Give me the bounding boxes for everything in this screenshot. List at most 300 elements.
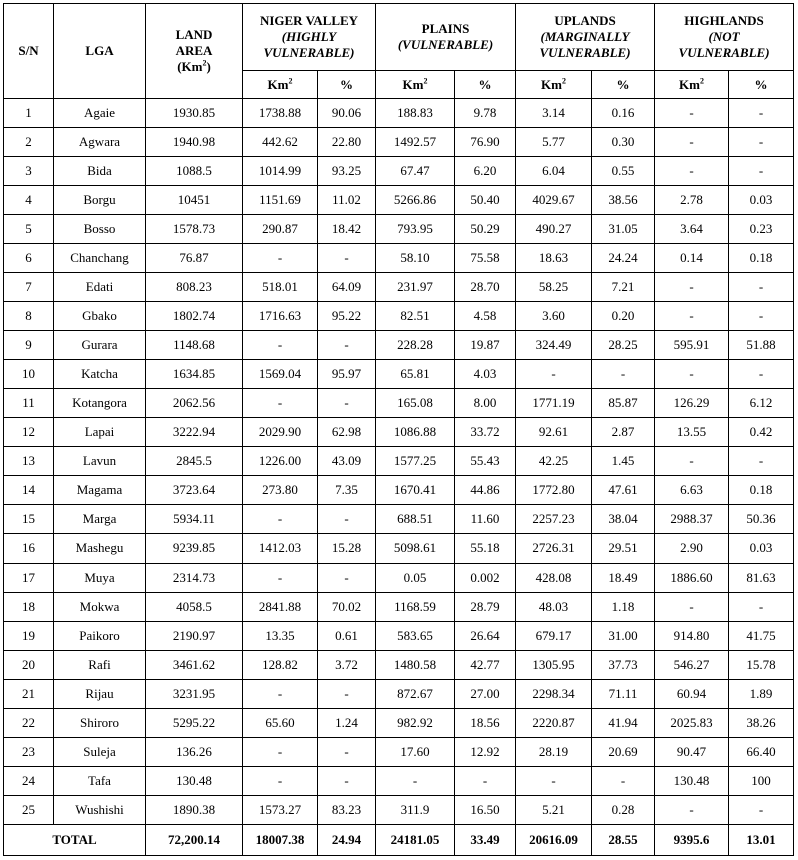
- table-cell: 28.79: [455, 592, 516, 621]
- header-group-plains: [376, 4, 516, 71]
- group-subtitle: (NOT: [708, 29, 740, 44]
- table-cell: -: [729, 302, 794, 331]
- row-lga: Rijau: [54, 679, 146, 708]
- table-cell: 130.48: [655, 766, 729, 795]
- table-cell: 12.92: [455, 737, 516, 766]
- table-cell: 9239.85: [146, 534, 243, 563]
- total-cell: 18007.38: [243, 824, 318, 855]
- table-cell: 100: [729, 766, 794, 795]
- table-row: [4, 592, 794, 621]
- table-cell: 3222.94: [146, 418, 243, 447]
- table-cell: 228.28: [376, 331, 455, 360]
- table-row: [4, 650, 794, 679]
- table-cell: 583.65: [376, 621, 455, 650]
- table-cell: 7.21: [592, 273, 655, 302]
- table-cell: 75.58: [455, 244, 516, 273]
- group-subtitle: VULNERABLE): [539, 45, 631, 60]
- table-cell: 5295.22: [146, 708, 243, 737]
- group-subtitle: (HIGHLY: [281, 29, 337, 44]
- table-cell: -: [243, 766, 318, 795]
- table-cell: -: [655, 302, 729, 331]
- header-land-area-line2: AREA: [175, 43, 213, 58]
- table-cell: 6.20: [455, 157, 516, 186]
- row-lga: Shiroro: [54, 708, 146, 737]
- table-cell: 2988.37: [655, 505, 729, 534]
- table-cell: -: [516, 360, 592, 389]
- table-cell: 3723.64: [146, 476, 243, 505]
- table-cell: 9.78: [455, 99, 516, 128]
- table-cell: 37.73: [592, 650, 655, 679]
- table-cell: 3.14: [516, 99, 592, 128]
- table-cell: 2.90: [655, 534, 729, 563]
- table-cell: -: [243, 244, 318, 273]
- table-cell: 31.00: [592, 621, 655, 650]
- table-cell: 81.63: [729, 563, 794, 592]
- table-cell: 90.47: [655, 737, 729, 766]
- header-percent: %: [455, 71, 516, 99]
- table-cell: 0.30: [592, 128, 655, 157]
- row-lga: Tafa: [54, 766, 146, 795]
- table-cell: 1.24: [318, 708, 376, 737]
- group-title: HIGHLANDS: [684, 13, 764, 28]
- table-cell: 136.26: [146, 737, 243, 766]
- table-cell: 50.29: [455, 215, 516, 244]
- table-cell: 20.69: [592, 737, 655, 766]
- row-sn: 7: [4, 273, 54, 302]
- table-cell: 92.61: [516, 418, 592, 447]
- table-row: [4, 302, 794, 331]
- table-cell: 0.18: [729, 476, 794, 505]
- header-group-niger-valley: [243, 4, 376, 71]
- header-km2: [376, 71, 455, 99]
- row-lga: Mashegu: [54, 534, 146, 563]
- row-lga: Muya: [54, 563, 146, 592]
- table-cell: 1.45: [592, 447, 655, 476]
- table-cell: 1148.68: [146, 331, 243, 360]
- table-cell: 2298.34: [516, 679, 592, 708]
- table-cell: 28.19: [516, 737, 592, 766]
- table-cell: 1305.95: [516, 650, 592, 679]
- table-cell: -: [729, 273, 794, 302]
- table-cell: -: [729, 447, 794, 476]
- table-cell: 0.20: [592, 302, 655, 331]
- table-row: [4, 737, 794, 766]
- total-cell: 20616.09: [516, 824, 592, 855]
- table-cell: 55.18: [455, 534, 516, 563]
- table-cell: 679.17: [516, 621, 592, 650]
- table-cell: 24.24: [592, 244, 655, 273]
- table-cell: 95.22: [318, 302, 376, 331]
- header-land-area-unit: (Km: [177, 59, 203, 74]
- table-cell: 2025.83: [655, 708, 729, 737]
- table-cell: 311.9: [376, 795, 455, 824]
- table-cell: 4058.5: [146, 592, 243, 621]
- table-row: [4, 99, 794, 128]
- table-cell: -: [243, 679, 318, 708]
- total-cell: 24181.05: [376, 824, 455, 855]
- table-cell: -: [243, 737, 318, 766]
- row-lga: Lavun: [54, 447, 146, 476]
- table-cell: 13.55: [655, 418, 729, 447]
- table-cell: 50.40: [455, 186, 516, 215]
- row-sn: 23: [4, 737, 54, 766]
- table-cell: -: [592, 766, 655, 795]
- row-sn: 24: [4, 766, 54, 795]
- row-lga: Edati: [54, 273, 146, 302]
- table-cell: 47.61: [592, 476, 655, 505]
- table-cell: 872.67: [376, 679, 455, 708]
- table-cell: -: [318, 389, 376, 418]
- table-cell: 50.36: [729, 505, 794, 534]
- header-land-area-unit-close: ): [206, 59, 211, 74]
- km-sup: 2: [288, 76, 293, 86]
- table-cell: 82.51: [376, 302, 455, 331]
- row-sn: 21: [4, 679, 54, 708]
- row-sn: 20: [4, 650, 54, 679]
- table-cell: 10451: [146, 186, 243, 215]
- table-cell: 1.89: [729, 679, 794, 708]
- table-cell: -: [318, 766, 376, 795]
- table-cell: -: [243, 331, 318, 360]
- table-cell: 42.77: [455, 650, 516, 679]
- table-cell: 1577.25: [376, 447, 455, 476]
- header-percent: %: [592, 71, 655, 99]
- group-subtitle: (VULNERABLE): [397, 37, 494, 52]
- table-cell: 0.18: [729, 244, 794, 273]
- table-cell: -: [655, 157, 729, 186]
- row-sn: 12: [4, 418, 54, 447]
- total-cell: 9395.6: [655, 824, 729, 855]
- table-row: [4, 679, 794, 708]
- table-cell: -: [516, 766, 592, 795]
- table-cell: -: [729, 157, 794, 186]
- table-cell: 4029.67: [516, 186, 592, 215]
- table-cell: 83.23: [318, 795, 376, 824]
- table-cell: 1738.88: [243, 99, 318, 128]
- table-row: [4, 215, 794, 244]
- group-subtitle: VULNERABLE): [678, 45, 770, 60]
- table-cell: 914.80: [655, 621, 729, 650]
- table-cell: 65.60: [243, 708, 318, 737]
- table-cell: 3.64: [655, 215, 729, 244]
- table-cell: 42.25: [516, 447, 592, 476]
- table-cell: 2.87: [592, 418, 655, 447]
- table-cell: 48.03: [516, 592, 592, 621]
- km-sup: 2: [700, 76, 704, 86]
- row-lga: Chanchang: [54, 244, 146, 273]
- total-cell: 24.94: [318, 824, 376, 855]
- header-sn: S/N: [4, 4, 54, 99]
- table-cell: 64.09: [318, 273, 376, 302]
- table-cell: 8.00: [455, 389, 516, 418]
- table-cell: 0.28: [592, 795, 655, 824]
- row-sn: 17: [4, 563, 54, 592]
- table-cell: 0.14: [655, 244, 729, 273]
- table-row: [4, 273, 794, 302]
- table-cell: 290.87: [243, 215, 318, 244]
- table-cell: 22.80: [318, 128, 376, 157]
- group-title: NIGER VALLEY: [259, 13, 359, 28]
- table-cell: 1226.00: [243, 447, 318, 476]
- lga-vulnerability-table: [3, 3, 794, 856]
- table-row: [4, 621, 794, 650]
- table-cell: 41.94: [592, 708, 655, 737]
- table-cell: 13.35: [243, 621, 318, 650]
- km-sup: 2: [423, 76, 428, 86]
- row-sn: 16: [4, 534, 54, 563]
- km-sup: 2: [561, 76, 566, 86]
- table-cell: 90.06: [318, 99, 376, 128]
- table-cell: 2314.73: [146, 563, 243, 592]
- table-cell: 18.56: [455, 708, 516, 737]
- table-row: [4, 418, 794, 447]
- table-cell: 18.42: [318, 215, 376, 244]
- total-cell: 33.49: [455, 824, 516, 855]
- table-row: [4, 447, 794, 476]
- header-lga: LGA: [54, 4, 146, 99]
- row-sn: 5: [4, 215, 54, 244]
- table-cell: 324.49: [516, 331, 592, 360]
- table-cell: 1168.59: [376, 592, 455, 621]
- table-cell: -: [729, 592, 794, 621]
- table-cell: -: [655, 592, 729, 621]
- table-cell: 6.04: [516, 157, 592, 186]
- table-cell: 51.88: [729, 331, 794, 360]
- row-sn: 15: [4, 505, 54, 534]
- table-cell: 130.48: [146, 766, 243, 795]
- table-cell: 18.63: [516, 244, 592, 273]
- row-lga: Mokwa: [54, 592, 146, 621]
- table-cell: 43.09: [318, 447, 376, 476]
- table-cell: 28.25: [592, 331, 655, 360]
- row-sn: 13: [4, 447, 54, 476]
- table-cell: 17.60: [376, 737, 455, 766]
- row-sn: 8: [4, 302, 54, 331]
- table-cell: 5098.61: [376, 534, 455, 563]
- table-cell: 66.40: [729, 737, 794, 766]
- table-cell: 5.77: [516, 128, 592, 157]
- table-cell: 62.98: [318, 418, 376, 447]
- table-cell: 0.42: [729, 418, 794, 447]
- table-cell: -: [318, 679, 376, 708]
- table-cell: 1014.99: [243, 157, 318, 186]
- table-cell: 16.50: [455, 795, 516, 824]
- table-cell: 6.12: [729, 389, 794, 418]
- table-cell: 19.87: [455, 331, 516, 360]
- row-lga: Katcha: [54, 360, 146, 389]
- table-cell: 1670.41: [376, 476, 455, 505]
- total-cell: 72,200.14: [146, 824, 243, 855]
- table-cell: 70.02: [318, 592, 376, 621]
- header-km2: [516, 71, 592, 99]
- table-body: [4, 99, 794, 856]
- table-cell: 1573.27: [243, 795, 318, 824]
- row-lga: Borgu: [54, 186, 146, 215]
- table-cell: 3231.95: [146, 679, 243, 708]
- table-cell: 67.47: [376, 157, 455, 186]
- header-land-area: [146, 4, 243, 99]
- table-cell: -: [729, 795, 794, 824]
- table-cell: -: [243, 563, 318, 592]
- table-row: [4, 795, 794, 824]
- table-cell: 1772.80: [516, 476, 592, 505]
- table-cell: 27.00: [455, 679, 516, 708]
- table-cell: 11.60: [455, 505, 516, 534]
- table-row: [4, 157, 794, 186]
- row-sn: 14: [4, 476, 54, 505]
- km-label: Km: [679, 76, 700, 92]
- table-cell: 6.63: [655, 476, 729, 505]
- group-subtitle: VULNERABLE): [263, 45, 355, 60]
- row-lga: Paikoro: [54, 621, 146, 650]
- table-row: [4, 128, 794, 157]
- table-cell: 231.97: [376, 273, 455, 302]
- row-lga: Kotangora: [54, 389, 146, 418]
- km-label: Km: [541, 76, 562, 92]
- table-cell: 5934.11: [146, 505, 243, 534]
- table-cell: 1569.04: [243, 360, 318, 389]
- row-lga: Agaie: [54, 99, 146, 128]
- table-cell: 5.21: [516, 795, 592, 824]
- table-cell: -: [655, 273, 729, 302]
- table-cell: 65.81: [376, 360, 455, 389]
- header-percent: %: [318, 71, 376, 99]
- table-cell: 165.08: [376, 389, 455, 418]
- table-cell: 188.83: [376, 99, 455, 128]
- table-cell: 26.64: [455, 621, 516, 650]
- row-lga: Rafi: [54, 650, 146, 679]
- table-cell: 273.80: [243, 476, 318, 505]
- row-sn: 1: [4, 99, 54, 128]
- table-cell: 93.25: [318, 157, 376, 186]
- header-land-area-unit-sup: 2: [202, 58, 207, 68]
- header-group-highlands: [655, 4, 794, 71]
- table-cell: 1716.63: [243, 302, 318, 331]
- table-cell: 55.43: [455, 447, 516, 476]
- table-cell: 1578.73: [146, 215, 243, 244]
- table-cell: 15.78: [729, 650, 794, 679]
- header-group-uplands: [516, 4, 655, 71]
- table-cell: 1088.5: [146, 157, 243, 186]
- table-cell: 11.02: [318, 186, 376, 215]
- row-lga: Lapai: [54, 418, 146, 447]
- table-cell: 38.26: [729, 708, 794, 737]
- row-sn: 2: [4, 128, 54, 157]
- group-title: PLAINS: [421, 21, 470, 36]
- table-row: [4, 360, 794, 389]
- table-cell: 518.01: [243, 273, 318, 302]
- table-cell: -: [318, 505, 376, 534]
- header-percent: %: [729, 71, 794, 99]
- table-cell: 0.05: [376, 563, 455, 592]
- row-lga: Bosso: [54, 215, 146, 244]
- row-lga: Suleja: [54, 737, 146, 766]
- table-cell: 0.03: [729, 186, 794, 215]
- table-cell: 0.61: [318, 621, 376, 650]
- table-row: [4, 244, 794, 273]
- row-lga: Marga: [54, 505, 146, 534]
- table-cell: 688.51: [376, 505, 455, 534]
- table-cell: 0.23: [729, 215, 794, 244]
- table-cell: -: [729, 360, 794, 389]
- group-subtitle: (MARGINALLY: [540, 29, 630, 44]
- table-cell: 595.91: [655, 331, 729, 360]
- table-cell: 808.23: [146, 273, 243, 302]
- table-cell: 490.27: [516, 215, 592, 244]
- table-cell: -: [655, 99, 729, 128]
- table-cell: 1634.85: [146, 360, 243, 389]
- table-cell: 126.29: [655, 389, 729, 418]
- table-cell: 1886.60: [655, 563, 729, 592]
- table-cell: 0.16: [592, 99, 655, 128]
- table-cell: -: [655, 795, 729, 824]
- table-cell: -: [318, 563, 376, 592]
- group-title: UPLANDS: [554, 13, 616, 28]
- header-row-groups: [4, 4, 794, 71]
- table-cell: 7.35: [318, 476, 376, 505]
- header-land-area-line1: LAND: [175, 27, 213, 42]
- total-cell: 28.55: [592, 824, 655, 855]
- table-cell: 2845.5: [146, 447, 243, 476]
- table-cell: 0.03: [729, 534, 794, 563]
- header-km2: [243, 71, 318, 99]
- km-label: Km: [267, 76, 289, 92]
- row-lga: Wushishi: [54, 795, 146, 824]
- table-cell: 28.70: [455, 273, 516, 302]
- table-cell: 58.25: [516, 273, 592, 302]
- row-sn: 25: [4, 795, 54, 824]
- table-cell: -: [455, 766, 516, 795]
- row-sn: 11: [4, 389, 54, 418]
- table-cell: -: [655, 128, 729, 157]
- row-sn: 18: [4, 592, 54, 621]
- table-cell: 95.97: [318, 360, 376, 389]
- total-cell: 13.01: [729, 824, 794, 855]
- table-cell: 793.95: [376, 215, 455, 244]
- row-sn: 6: [4, 244, 54, 273]
- table-cell: 71.11: [592, 679, 655, 708]
- header-km2: [655, 71, 729, 99]
- table-cell: 2190.97: [146, 621, 243, 650]
- table-cell: -: [729, 128, 794, 157]
- row-lga: Agwara: [54, 128, 146, 157]
- km-label: Km: [402, 76, 424, 92]
- total-row: [4, 824, 794, 855]
- table-cell: 546.27: [655, 650, 729, 679]
- table-cell: 44.86: [455, 476, 516, 505]
- row-sn: 22: [4, 708, 54, 737]
- table-cell: 2029.90: [243, 418, 318, 447]
- table-cell: 2.78: [655, 186, 729, 215]
- table-cell: 31.05: [592, 215, 655, 244]
- table-cell: 1.18: [592, 592, 655, 621]
- table-cell: 3461.62: [146, 650, 243, 679]
- table-cell: 5266.86: [376, 186, 455, 215]
- table-cell: 1492.57: [376, 128, 455, 157]
- table-cell: 76.87: [146, 244, 243, 273]
- table-cell: 3.60: [516, 302, 592, 331]
- row-lga: Bida: [54, 157, 146, 186]
- table-cell: 41.75: [729, 621, 794, 650]
- table-row: [4, 505, 794, 534]
- table-cell: 76.90: [455, 128, 516, 157]
- table-row: [4, 534, 794, 563]
- row-lga: Magama: [54, 476, 146, 505]
- table-cell: -: [376, 766, 455, 795]
- table-cell: -: [318, 331, 376, 360]
- row-lga: Gurara: [54, 331, 146, 360]
- table-cell: 38.56: [592, 186, 655, 215]
